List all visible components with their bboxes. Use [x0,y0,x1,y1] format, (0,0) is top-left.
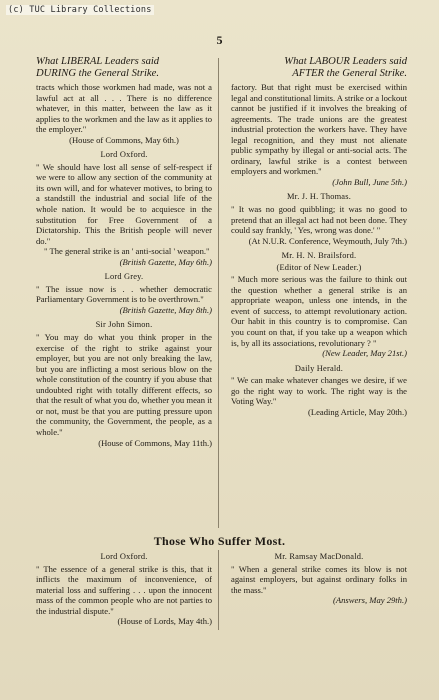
column-divider [218,58,219,528]
speaker-name: Lord Oxford. [100,552,148,561]
bottom-left-quote [36,549,212,627]
speaker-name: Lord Grey. [104,272,144,282]
collection-watermark: (c) TUC Library Collections [8,5,152,15]
speaker-name: Mr. J. H. Thomas. [287,192,351,202]
quote-source: (New Leader, May 21st.) [322,348,407,359]
quote-text: " The essence of a general strike is this, that it inflicts the maximum of inconvenience, of material loss and suffering . . . upon the innocent mass of the common people who are not parties to the industrial dispute." [36,563,212,616]
quote-text: " You may do what you think proper in the exercise of the right to strike against your employer, but you are not only breaking the law, but you are inflicting a most serious blow on the whole constitution of the country if you abuse that undoubted right with totally different effects, so that the result of what you do, whether you mean it or not, must be that you are putting pressure upon the community, the Government, the people, as a whole." [36,332,212,437]
quote-text: " When a general strike comes its blow is not against employers, but against ordinary folks in the mass." [231,563,407,595]
liberal-column [36,56,212,448]
section-title: Those Who Suffer Most. [153,534,286,548]
quote-text: factory. But that right must be exercised within legal and constitutional limits. A strike or a lockout cannot be justified if it involves the breaking of agreements. The trade unions are the greatest industrial protection the workers have. They have legal recognition, and they must not alienate public sympathy by illegal or anti-social acts. The ordinary, lawful strike is a contest between employers and workmen." [231,82,407,177]
quote-source: (British Gazette, May 8th.) [119,304,212,315]
quote-source: (Answers, May 29th.) [333,595,407,606]
quote-source: (House of Commons, May 6th.) [69,134,179,145]
labour-heading: What LABOUR Leaders said AFTER the General Strike. [284,56,407,79]
quote-text: " It was no good quibbling; it was no good to pretend that an illegal act had not been done. They could say frankly, ' Yes, wrong was done.' " [231,204,407,236]
column-divider [218,550,219,630]
quote-source: (At N.U.R. Conference, Weymouth, July 7th.) [248,235,407,246]
speaker-name: Mr. Ramsay MacDonald. [274,552,364,561]
quote-source: (British Gazette, May 6th.) [119,256,212,267]
quote-text: " The issue now is . . whether democratic Parliamentary Government is to be overthrown." [36,283,212,305]
quote-text: " We should have lost all sense of self-respect if we were to allow any section of the community at its own will, and for whatever motives, to bring to a standstill the industrial and social life of the whole nation. It would be to acquiesce in the substitution for Free Government of a Dictatorship. This the British people will never do." [36,161,212,246]
speaker-role: (Editor of New Leader.) [276,262,362,272]
quote-text: " We can make whatever changes we desire, if we go the right way to work. The right way is the Voting Way." [231,375,407,407]
quote-text: tracts which those workmen had made, was not a lawful act at all . . . There is no difference whatever, in this matter, between the law as it applies to the workmen and the law as it applies to the employer." [36,82,212,135]
speaker-name: Sir John Simon. [95,320,153,330]
liberal-heading: What LIBERAL Leaders said DURING the General Strike. [36,56,160,79]
bottom-right-quote [231,549,407,606]
quote-source: (House of Commons, May 11th.) [98,437,212,448]
quote-source: (House of Lords, May 4th.) [117,616,212,627]
quote-text: " The general strike is an ' anti-social ' weapon." [44,246,210,257]
speaker-name: Lord Oxford. [100,150,148,160]
labour-column [231,56,407,417]
quote-source: (Leading Article, May 20th.) [307,406,407,417]
quote-source: (John Bull, June 5th.) [332,176,407,187]
quote-text: " Much more serious was the failure to think out the question whether a general strike is an appropriate weapon, unless one intends, in the event of success, to attempt revolutionary action. Our habit in this country is to compromise. Can you count on that, if you take up a weapon which is, by all its associations, revolutionary ? " [231,274,407,348]
speaker-name: Daily Herald. [294,363,344,373]
page-number: 5 [216,33,223,47]
speaker-name: Mr. H. N. Brailsford. [281,251,357,261]
